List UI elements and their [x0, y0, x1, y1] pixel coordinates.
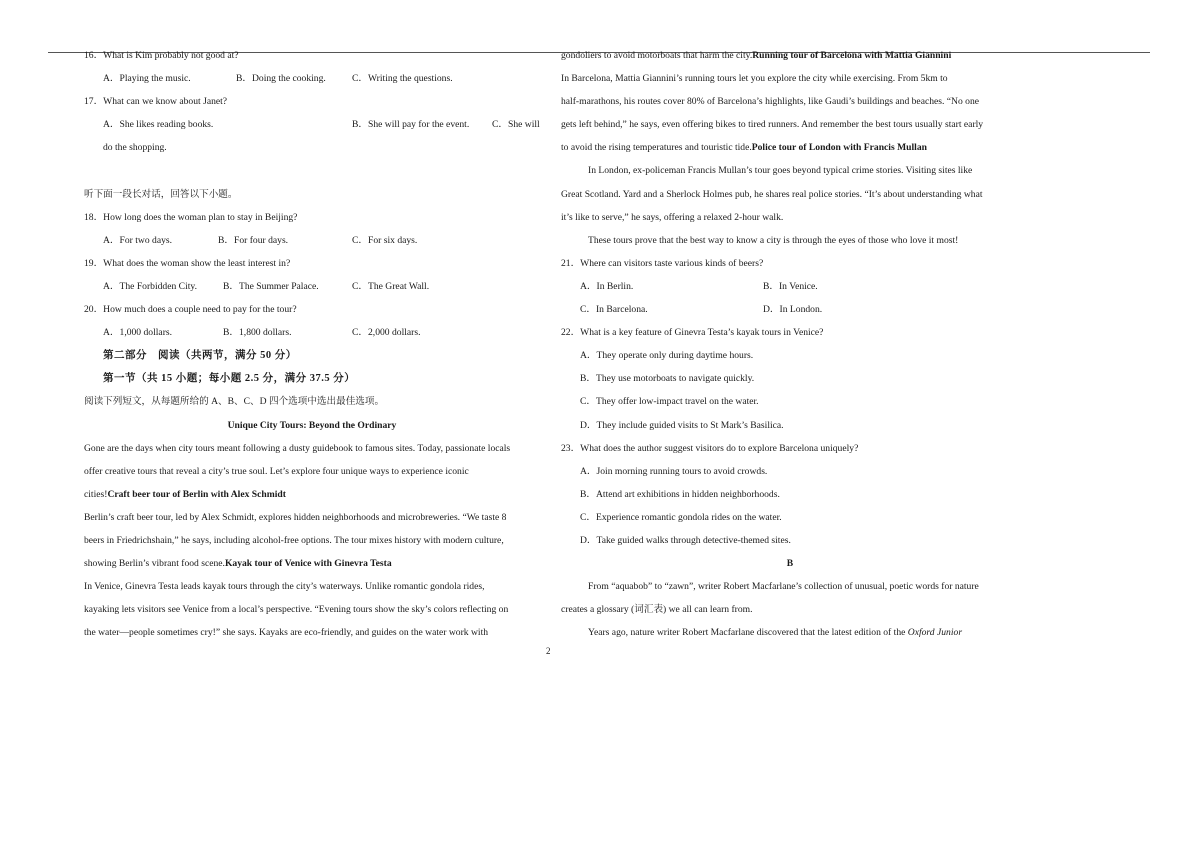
- question-21-options-cd: [561, 298, 1019, 321]
- passage-line: creates a glossary (词汇表) we all can learn from.: [561, 604, 753, 616]
- question-16: 16．What is Kim probably not good at?: [84, 50, 239, 61]
- reading-instructions: 阅读下列短文，从每题所给的 A、B、C、D 四个选项中选出最佳选项。: [84, 396, 385, 408]
- passage-line: These tours prove that the best way to know a city is through the eyes of those who love it most!: [588, 234, 959, 246]
- passage-line: [561, 621, 1019, 644]
- passage-line: gets left behind,” he says, even offering bikes to tired runners. And remember the best tours usually start early: [561, 119, 984, 131]
- section-one-heading: 第一节（共 15 小题；每小题 2.5 分，满分 37.5 分）: [103, 373, 356, 385]
- passage-line: In London, ex-policeman Francis Mullan’s tour goes beyond typical crime stories. Visiting sites like: [588, 165, 973, 177]
- option-b: B．Attend art exhibitions in hidden neighborhoods.: [580, 488, 780, 500]
- option-a: A．Playing the music.: [103, 73, 191, 85]
- subheading-london: Police tour of London with Francis Mullan: [751, 142, 927, 154]
- option-a: A．1,000 dollars.: [103, 327, 173, 339]
- passage-line: offer creative tours that reveal a city’s true soul. Let’s explore four unique ways to experience iconic: [84, 465, 469, 477]
- passage-line: [561, 44, 1019, 67]
- question-19-options: [84, 275, 540, 298]
- option-b: B．For four days.: [218, 234, 289, 246]
- passage-line: half-marathons, his routes cover 80% of Barcelona’s highlights, like Gaudi’s buildings and beaches. “No one: [561, 96, 980, 108]
- passage-line: [84, 483, 540, 506]
- option-c: C．Writing the questions.: [352, 73, 453, 85]
- question-23: 23．What does the author suggest visitors do to explore Barcelona uniquely?: [561, 442, 859, 454]
- passage-title: Unique City Tours: Beyond the Ordinary: [227, 419, 397, 431]
- option-c: C．In Barcelona.: [580, 304, 648, 316]
- option-b: B．Doing the cooking.: [236, 73, 326, 85]
- page-number: 2: [546, 646, 551, 656]
- option-a: A．She likes reading books.: [103, 119, 214, 131]
- option-b: B．In Venice.: [763, 280, 818, 292]
- question-21: 21．Where can visitors taste various kinds of beers?: [561, 257, 764, 269]
- right-column: [561, 44, 1019, 644]
- option-a: A．They operate only during daytime hours.: [580, 350, 754, 362]
- option-d: D．They include guided visits to St Mark’s Basilica.: [580, 419, 784, 431]
- passage-text: showing Berlin’s vibrant food scene.: [84, 558, 225, 570]
- passage-line: Berlin’s craft beer tour, led by Alex Schmidt, explores hidden neighborhoods and microbreweries. “We taste 8: [84, 511, 507, 523]
- option-a: A．Join morning running tours to avoid crowds.: [580, 465, 768, 477]
- book-title: Oxford Junior: [907, 627, 963, 639]
- passage-line: kayaking lets visitors see Venice from a local’s perspective. “Evening tours show the sky’s colors reflecting on: [84, 604, 509, 616]
- passage-b-heading: B: [786, 558, 794, 570]
- option-b: B．She will pay for the event.: [352, 119, 470, 131]
- option-c: C．Experience romantic gondola rides on the water.: [580, 511, 782, 523]
- option-a: A．The Forbidden City.: [103, 280, 197, 292]
- option-c: C．The Great Wall.: [352, 280, 430, 292]
- left-column: [84, 44, 540, 644]
- question-20: 20．How much does a couple need to pay for the tour?: [84, 304, 297, 316]
- question-16-options: [84, 67, 540, 90]
- question-17-options: [84, 113, 540, 136]
- listening-instructions: 听下面一段长对话，回答以下小题。: [84, 188, 238, 200]
- part-two-heading: 第二部分 阅读（共两节，满分 50 分）: [103, 350, 297, 362]
- option-d: D．In London.: [763, 304, 823, 316]
- subheading-berlin: Craft beer tour of Berlin with Alex Schmidt: [107, 488, 286, 500]
- subheading-barcelona: Running tour of Barcelona with Mattia Giannini: [752, 50, 952, 61]
- question-18-options: [84, 229, 540, 252]
- option-d: D．Take guided walks through detective-themed sites.: [580, 534, 791, 546]
- option-c: C．They offer low-impact travel on the water.: [580, 396, 759, 408]
- passage-text: Years ago, nature writer Robert Macfarlane discovered that the latest edition of the: [588, 627, 908, 639]
- passage-line: [561, 136, 1019, 159]
- option-b: B．They use motorboats to navigate quickly.: [580, 373, 755, 385]
- question-17: 17．What can we know about Janet?: [84, 96, 228, 108]
- passage-text: cities!: [84, 488, 108, 500]
- option-c: C．For six days.: [352, 234, 418, 246]
- passage-line: Great Scotland. Yard and a Sherlock Holmes pub, he shares real police stories. “It’s about understanding what: [561, 188, 983, 200]
- passage-line: In Venice, Ginevra Testa leads kayak tours through the city’s waterways. Unlike romantic gondola rides,: [84, 581, 485, 593]
- question-22: 22．What is a key feature of Ginevra Testa’s kayak tours in Venice?: [561, 327, 824, 339]
- option-b: B．1,800 dollars.: [223, 327, 292, 339]
- option-a: A．For two days.: [103, 234, 173, 246]
- question-21-options-ab: [561, 275, 1019, 298]
- option-b: B．The Summer Palace.: [223, 280, 319, 292]
- option-c: C．She will: [492, 119, 540, 131]
- option-c: C．2,000 dollars.: [352, 327, 421, 339]
- passage-line: the water—people sometimes cry!” she says. Kayaks are eco-friendly, and guides on the water work with: [84, 627, 489, 639]
- passage-line: [84, 552, 540, 575]
- option-a: A．In Berlin.: [580, 280, 634, 292]
- question-18: 18．How long does the woman plan to stay in Beijing?: [84, 211, 298, 223]
- passage-line: In Barcelona, Mattia Giannini’s running tours let you explore the city while exercising. From 5km to: [561, 73, 948, 85]
- subheading-venice: Kayak tour of Venice with Ginevra Testa: [224, 558, 392, 570]
- question-20-options: [84, 321, 540, 344]
- passage-line: Gone are the days when city tours meant following a dusty guidebook to famous sites. Today, passionate locals: [84, 442, 511, 454]
- blank-line: [84, 159, 540, 182]
- question-17-option-c-continued: do the shopping.: [103, 142, 167, 154]
- passage-text: to avoid the rising temperatures and touristic tide.: [561, 142, 752, 154]
- passage-line: beers in Friedrichshain,” he says, including alcohol-free options. The tour mixes history with modern culture,: [84, 534, 504, 546]
- passage-text: gondoliers to avoid motorboats that harm the city.: [561, 50, 753, 61]
- passage-line: it’s like to serve,” he says, offering a relaxed 2-hour walk.: [561, 211, 784, 223]
- passage-line: From “aquabob” to “zawn”, writer Robert Macfarlane’s collection of unusual, poetic words for nature: [588, 581, 979, 593]
- question-19: 19．What does the woman show the least interest in?: [84, 257, 291, 269]
